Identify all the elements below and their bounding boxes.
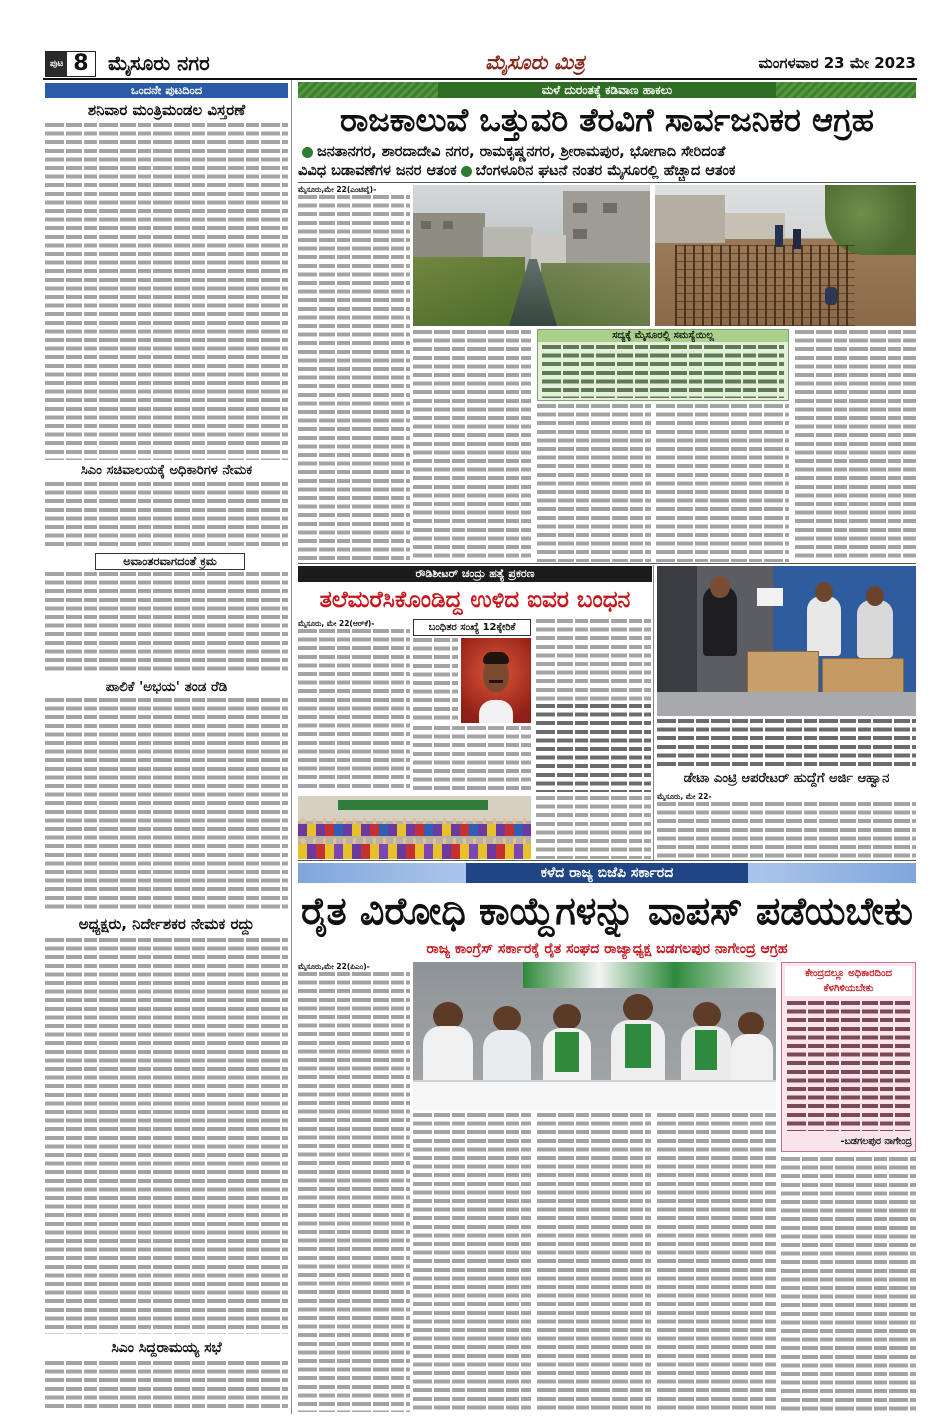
construction-site-photo xyxy=(655,185,916,326)
victim-portrait-photo xyxy=(461,638,531,723)
quote-signature: -ಬಡಗಲಪುರ ನಾಗೇಂದ್ರ xyxy=(840,1136,912,1147)
body-text xyxy=(45,1361,288,1411)
body-text-bold xyxy=(536,704,651,792)
rule xyxy=(298,563,916,564)
second-story-headline: ತಲೆಮರೆಸಿಕೊಂಡಿದ್ದ ಉಳಿದ ಐವರ ಬಂಧನ xyxy=(319,587,631,613)
masthead-logo: ಮೈಸೂರು ಮಿತ್ರ xyxy=(485,50,585,74)
rule xyxy=(298,860,916,861)
bullet-icon xyxy=(302,147,313,158)
body-text xyxy=(45,482,288,550)
body-text xyxy=(45,123,288,460)
side-box xyxy=(537,329,789,401)
side-box-title: ಸದ್ಯಕ್ಕೆ ಮೈಸೂರಲ್ಲಿ ಸಮಸ್ಯೆಯಿಲ್ಲ xyxy=(538,330,788,342)
data-entry-headline: ಡೇಟಾ ಎಂಟ್ರಿ ಆಪರೇಟರ್ ಹುದ್ದೆಗೆ ಅರ್ಜಿ ಆಹ್ವಾನ xyxy=(683,771,890,786)
subhead-cm-secretariat: ಸಿಎಂ ಸಚಿವಾಲಯಕ್ಕೆ ಅಧಿಕಾರಿಗಳ ನೇಮಕ xyxy=(80,463,253,478)
column-divider xyxy=(653,565,654,860)
subhead-cm-meeting: ಸಿಎಂ ಸಿದ್ದರಾಮಯ್ಯ ಸಭೆ xyxy=(111,1340,222,1356)
side-box-text xyxy=(542,345,784,398)
bottom-story-kicker-bar xyxy=(298,863,916,883)
second-story-kicker: ರೌಡಿಶೀಟರ್ ಚಂದ್ರು ಹತ್ಯೆ ಪ್ರಕರಣ xyxy=(415,567,535,580)
body-text xyxy=(413,1113,531,1412)
bullet-icon xyxy=(461,166,472,177)
quote-box-title: ಕೇಂದ್ರದಲ್ಲೂ ಅಧಿಕಾರದಿಂದ ಕೆಳಗಿಳಿಯಬೇಕು xyxy=(785,966,912,996)
body-text xyxy=(795,330,916,562)
body-text xyxy=(656,404,789,562)
data-entry-dateline: ಮೈಸೂರು, ಮೇ 22- xyxy=(657,792,712,801)
subhead-text: ವಿವಿಧ ಬಡಾವಣೆಗಳ ಜನರ ಆತಂಕ xyxy=(298,163,457,179)
distribution-event-photo xyxy=(657,566,916,716)
top-story-dateline: ಮೈಸೂರು,ಮೇ 22(ಎಂಟಿವೈ)- xyxy=(298,185,377,194)
photo-caption xyxy=(657,719,916,766)
section-name: ಮೈಸೂರು ನಗರ xyxy=(108,51,210,75)
body-text xyxy=(657,1113,776,1412)
page-number: 8 xyxy=(73,51,89,76)
body-text xyxy=(536,619,651,701)
left-column-divider xyxy=(291,80,292,1414)
issue-date: ಮಂಗಳವಾರ 23 ಮೇ 2023 xyxy=(758,54,916,72)
top-story-subhead-2 xyxy=(298,162,916,181)
body-text xyxy=(45,698,288,910)
bottom-story-dateline: ಮೈಸೂರು,ಮೇ 22(ಪಿಎಂ)- xyxy=(298,962,370,971)
body-text xyxy=(536,796,651,859)
top-story-kicker: ಮಳೆ ದುರಂತಕ್ಕೆ ಕಡಿವಾಣ ಹಾಕಲು xyxy=(438,82,776,98)
bottom-story-kicker: ಕಳೆದ ರಾಜ್ಯ ಬಿಜೆಪಿ ಸರ್ಕಾರದ xyxy=(466,863,748,883)
body-text xyxy=(781,1157,916,1412)
bottom-story-headline: ರೈತ ವಿರೋಧಿ ಕಾಯ್ದೆಗಳನ್ನು ವಾಪಸ್ ಪಡೆಯಬೇಕು xyxy=(300,889,914,933)
body-text xyxy=(298,629,410,792)
continued-banner: ಒಂದನೇ ಪುಟದಿಂದ xyxy=(45,83,288,98)
top-story-headline: ರಾಜಕಾಲುವೆ ಒತ್ತುವರಿ ತೆರವಿಗೆ ಸಾರ್ವಜನಿಕರ ಆಗ್ರಹ xyxy=(340,101,874,139)
second-story-kicker-bar xyxy=(298,566,652,582)
body-text xyxy=(413,638,458,723)
subhead-text: ಜನತಾನಗರ, ಶಾರದಾದೇವಿ ನಗರ, ರಾಮಕೃಷ್ಣನಗರ, ಶ್ರೀರಾಮಪುರ, ಭೋಗಾದಿ ಸೇರಿದಂತೆ xyxy=(317,144,726,160)
body-text xyxy=(413,726,531,792)
body-text xyxy=(413,330,531,562)
body-text xyxy=(537,1113,651,1412)
page-number-box xyxy=(45,51,96,77)
body-text xyxy=(45,938,288,1334)
press-meet-photo xyxy=(413,962,776,1110)
subhead-precaution: ಅವಾಂತರವಾಗದಂತೆ ಕ್ರಮ xyxy=(95,553,245,570)
storm-drain-photo xyxy=(413,185,650,326)
cabinet-headline: ಶನಿವಾರ ಮಂತ್ರಿಮಂಡಲ ವಿಸ್ತರಣೆ xyxy=(87,101,246,119)
quote-box xyxy=(781,962,916,1152)
body-text xyxy=(45,572,288,675)
arrest-count-box: ಬಂಧಿತರ ಸಂಖ್ಯೆ 12ಕ್ಕೇರಿಕೆ xyxy=(413,619,531,636)
second-story-dateline: ಮೈಸೂರು, ಮೇ 22(ಆರ್‌ಕೆ)- xyxy=(298,619,375,628)
top-story-subhead-1 xyxy=(298,143,916,162)
rule xyxy=(298,182,916,183)
body-text xyxy=(298,972,410,1412)
subhead-text: ಬೆಂಗಳೂರಿನ ಘಟನೆ ನಂತರ ಮೈಸೂರಲ್ಲಿ ಹೆಚ್ಚಾದ ಆತಂಕ xyxy=(475,163,736,179)
body-text xyxy=(657,802,916,858)
body-text xyxy=(537,404,651,562)
quote-text xyxy=(787,1001,910,1131)
bottom-story-subhead: ರಾಜ್ಯ ಕಾಂಗ್ರೆಸ್ ಸರ್ಕಾರಕ್ಕೆ ರೈತ ಸಂಘದ ರಾಜ್ಯಾಧ್ಯಕ್ಷ ಬಡಗಲಪುರ ನಾಗೇಂದ್ರ ಆಗ್ರಹ xyxy=(426,941,788,957)
subhead-appointments-cancelled: ಅಧ್ಯಕ್ಷರು, ನಿರ್ದೇಶಕರ ನೇಮಕ ರದ್ದು xyxy=(78,915,255,933)
page-label: ಪುಟ xyxy=(46,52,67,76)
top-story-kicker-bar xyxy=(298,82,916,98)
sports-group-photo xyxy=(298,796,531,859)
body-text xyxy=(298,195,410,562)
header-rule xyxy=(43,78,917,80)
subhead-abhaya-team: ಪಾಲಿಕೆ 'ಅಭಯ' ತಂಡ ರೆಡಿ xyxy=(105,679,228,695)
